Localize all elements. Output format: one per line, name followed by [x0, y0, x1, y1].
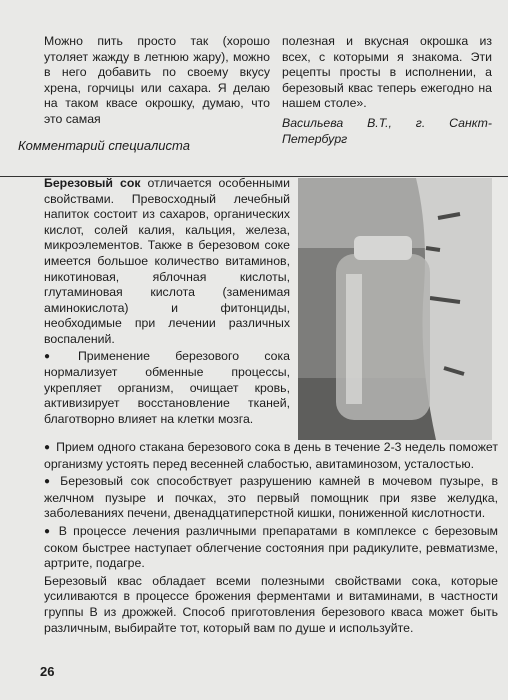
- main-text-block: [44, 440, 498, 638]
- page-number: 26: [40, 664, 55, 679]
- intro-bold-term: Березовый сок: [44, 176, 141, 190]
- section-title: Комментарий специалиста: [18, 138, 200, 153]
- bullet-paragraph-3: ● Березовый сок способствует разрушению камней в мочевом пузыре, в желчном пузыре и почках, это первый помощник при язве желудка, заболеваниях печени, двенадцатиперстной кишки, пониженной кислотности.: [44, 474, 498, 522]
- birch-sap-jar-photo: [298, 178, 492, 440]
- top-right-text: полезная и вкусная окрошка из всех, с которыми я знакома. Эти рецепты просты в исполнении, а березовый квас теперь ежегодно на нашем столе».: [282, 34, 492, 111]
- bullet-paragraph-4: ● В процессе лечения различными препаратами в комплексе с березовым соком быстрее наступает облегчение состояния при радикулите, ревматизме, артрите, подагре.: [44, 524, 498, 572]
- letter-signature: Васильева В.Т., г. Санкт-Петербург: [282, 115, 492, 146]
- intro-paragraph: [44, 176, 290, 348]
- bullet-paragraph-1: ● Применение березового сока нормализует обменные процессы, укрепляет организм, очищает кровь, активизирует восстановление тканей, благотворно влияет на клетки мозга.: [44, 349, 290, 428]
- top-left-text: Можно пить просто так (хорошо утоляет жажду в летнюю жару), можно в него добавить по своему вкусу хрена, горчицы или сахара. Я делаю на таком квасе окрошку, думаю, что это самая: [44, 34, 270, 126]
- bullet-paragraph-2: ● Прием одного стакана березового сока в день в течение 2-3 недель поможет организму устоять перед весенней слабостью, авитаминозом, усталостью.: [44, 440, 498, 472]
- closing-paragraph: Березовый квас обладает всеми полезными свойствами сока, которые усиливаются в процессе брожения ферментами и витаминами, в частности группы В из дрожжей. Способ приготовления березового кваса может быть различным, выбирайте тот, который вам по душе и используйте.: [44, 573, 498, 635]
- section-divider: [0, 150, 508, 177]
- intro-block: [44, 176, 290, 429]
- top-left-column: [44, 34, 270, 128]
- top-right-column: [282, 34, 492, 147]
- intro-text: отличается особенными свойствами. Превосходный лечебный напиток состоит из сахаров, органических кислот, солей калия, кальция, железа, микроэлементов. Также в березовом соке имеется большое количество витаминов, никотиновая, яблочная кислоты, глутаминовая кислота (заменимая аминокислота) и фитонциды, необходимые при лечении различных воспалений.: [44, 176, 290, 346]
